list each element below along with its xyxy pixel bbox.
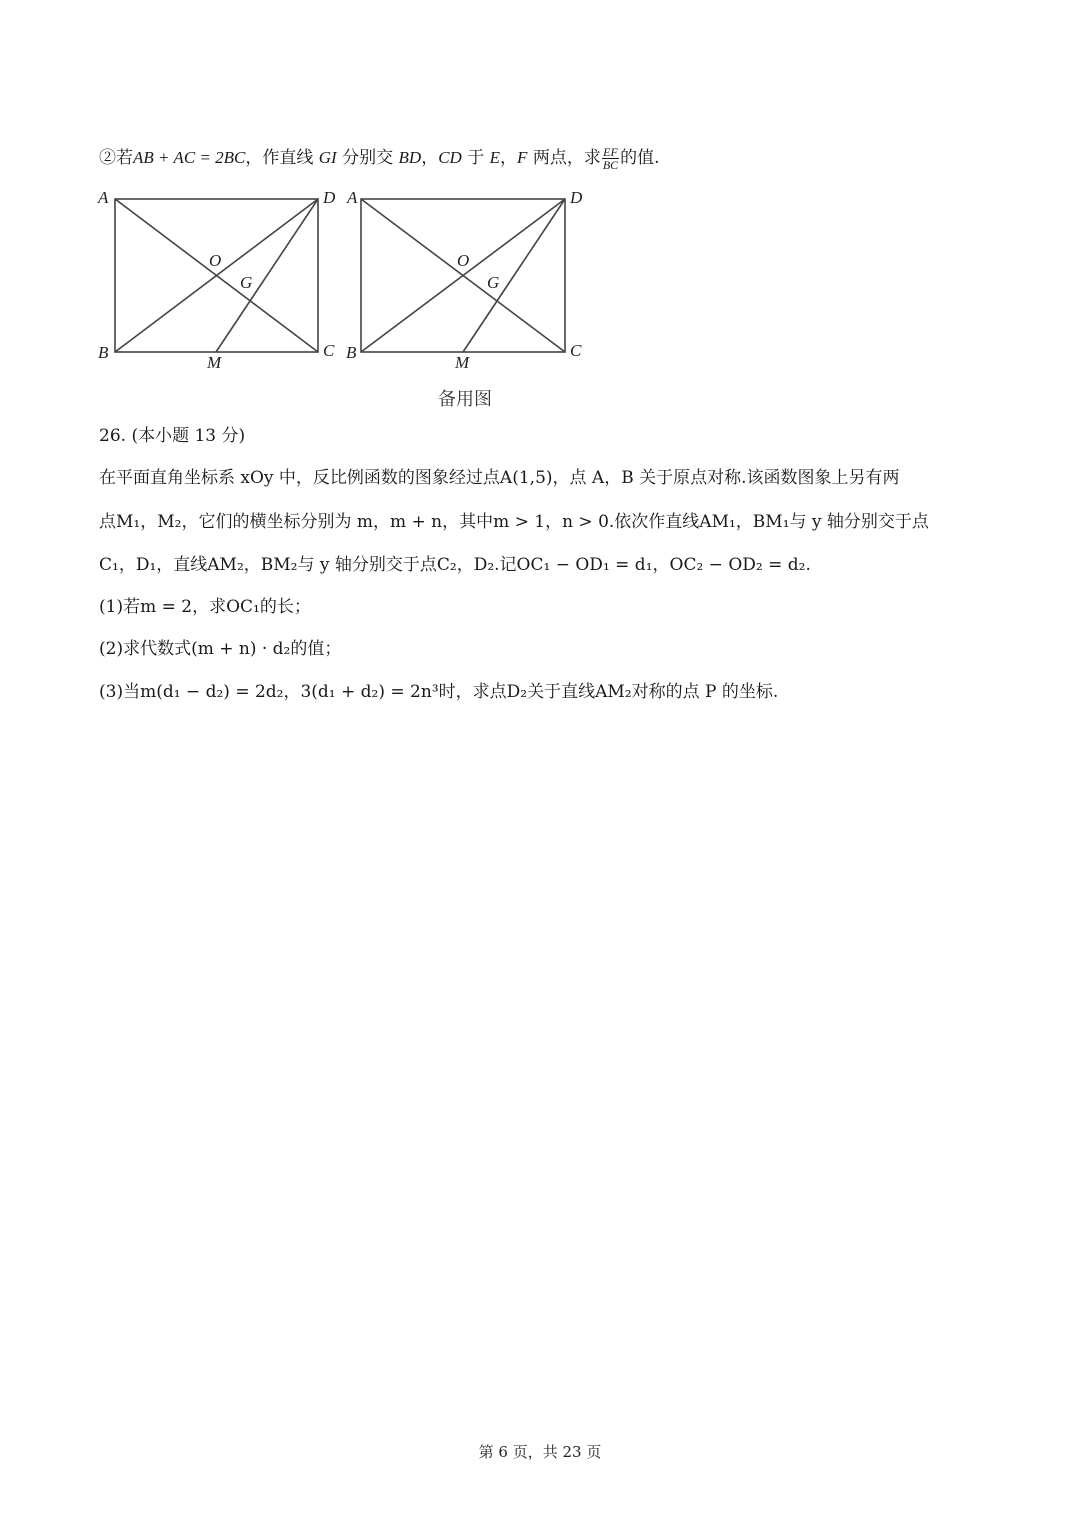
line-gi: GI [318, 148, 337, 167]
question-26-header: 26. (本小题 13 分) [99, 426, 246, 446]
text: 两点，求 [527, 148, 601, 168]
label-o: O [457, 251, 470, 270]
point-f: F [517, 148, 528, 167]
question-26-part-2: (2)求代数式(m + n) · d₂的值； [99, 639, 342, 659]
label-g: G [487, 273, 500, 292]
text: ， [421, 148, 439, 168]
text: 于 [461, 148, 490, 168]
fraction-ef-bc [602, 146, 619, 171]
segment-bd: BD [398, 148, 422, 167]
label-d: D [323, 188, 336, 207]
geometry-figure-2 [341, 185, 591, 380]
label-a: A [98, 188, 109, 207]
question-26-part-1: (1)若m = 2，求OC₁的长； [99, 597, 311, 617]
segment-cd: CD [438, 148, 462, 167]
text: 分别交 [336, 148, 399, 168]
equation: AB + AC = 2BC [133, 148, 246, 167]
label-b: B [346, 343, 357, 362]
figure-caption: 备用图 [438, 389, 492, 410]
point-e: E [489, 148, 501, 167]
label-m: M [455, 353, 470, 372]
fraction-denominator: BC [602, 158, 619, 172]
question-26-part-3: (3)当m(d₁ − d₂) = 2d₂，3(d₁ + d₂) = 2n³时，求点D₂关于直线AM₂对称的点 P 的坐标. [99, 682, 779, 702]
rectangle-diagram [341, 185, 591, 380]
label-c: C [323, 341, 335, 360]
rectangle-diagram [95, 185, 345, 380]
label-b: B [98, 343, 109, 362]
fraction-numerator: EF [603, 145, 618, 159]
question-25-part2 [99, 146, 660, 171]
question-26-line-3: C₁，D₁，直线AM₂，BM₂与 y 轴分别交于点C₂，D₂.记OC₁ − OD₁ = d₁，OC₂ − OD₂ = d₂. [99, 555, 811, 575]
label-o: O [209, 251, 222, 270]
text: 的值. [620, 148, 660, 168]
label-c: C [570, 341, 582, 360]
page-number: 第 6 页，共 23 页 [478, 1443, 602, 1461]
label-d: D [570, 188, 583, 207]
label-a: A [347, 188, 358, 207]
part-prefix: ②若 [99, 148, 133, 168]
geometry-figure-1 [95, 185, 345, 380]
question-26-line-1: 在平面直角坐标系 xOy 中，反比例函数的图象经过点A(1,5)，点 A，B 关于原点对称.该函数图象上另有两 [99, 468, 900, 488]
text: ，作直线 [245, 148, 319, 168]
label-m: M [207, 353, 222, 372]
question-26-line-2: 点M₁，M₂，它们的横坐标分别为 m，m + n，其中m > 1，n > 0.依次作直线AM₁，BM₁与 y 轴分别交于点 [99, 512, 929, 532]
label-g: G [240, 273, 253, 292]
text: ， [500, 148, 518, 168]
